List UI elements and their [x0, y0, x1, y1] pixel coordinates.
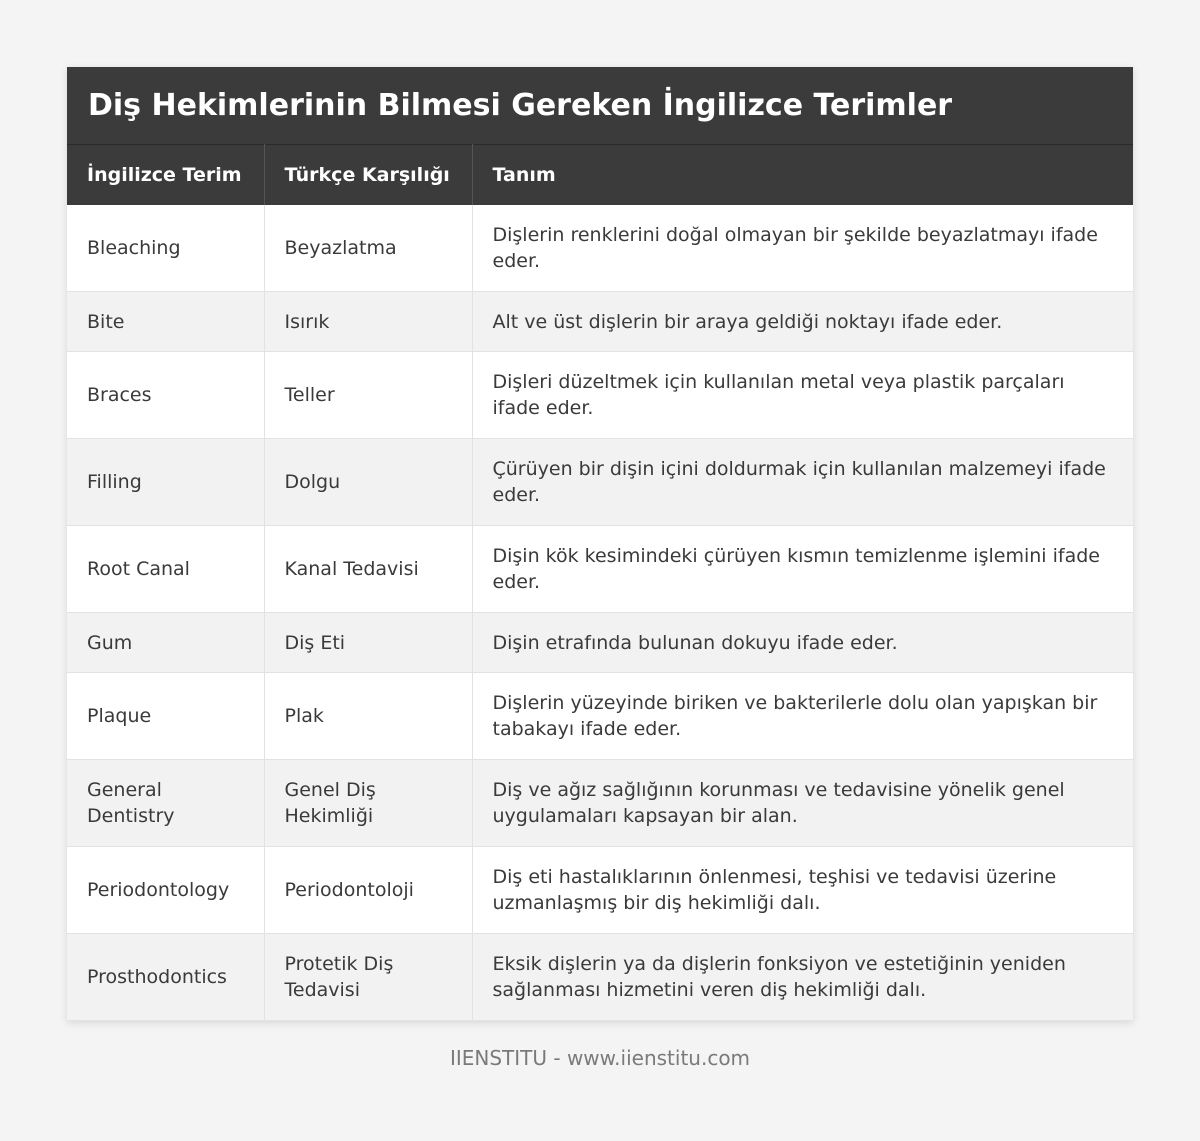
- table-row: [67, 673, 1133, 760]
- table-row: [67, 613, 1133, 673]
- table-row: [67, 205, 1133, 292]
- table-row: [67, 526, 1133, 613]
- definition-cell: Alt ve üst dişlerin bir araya geldiği noktayı ifade eder.: [472, 292, 1133, 352]
- turkish-term-cell: Isırık: [264, 292, 472, 352]
- table-body: [67, 205, 1133, 1021]
- definition-cell: Dişin etrafında bulunan dokuyu ifade eder.: [472, 613, 1133, 673]
- turkish-term-cell: Plak: [264, 673, 472, 760]
- turkish-term-cell: Protetik Diş Tedavisi: [264, 934, 472, 1021]
- terms-table: [67, 144, 1133, 1021]
- english-term-cell: Braces: [67, 352, 264, 439]
- definition-cell: Dişleri düzeltmek için kullanılan metal veya plastik parçaları ifade eder.: [472, 352, 1133, 439]
- english-term-cell: Bleaching: [67, 205, 264, 292]
- definition-cell: Dişlerin renklerini doğal olmayan bir şekilde beyazlatmayı ifade eder.: [472, 205, 1133, 292]
- turkish-term-cell: Diş Eti: [264, 613, 472, 673]
- column-header-definition: Tanım: [472, 145, 1133, 205]
- english-term-cell: Gum: [67, 613, 264, 673]
- table-row: [67, 934, 1133, 1021]
- table-row: [67, 760, 1133, 847]
- english-term-cell: Bite: [67, 292, 264, 352]
- english-term-cell: Periodontology: [67, 847, 264, 934]
- turkish-term-cell: Genel Diş Hekimliği: [264, 760, 472, 847]
- table-header: [67, 145, 1133, 205]
- english-term-cell: General Dentistry: [67, 760, 264, 847]
- table-row: [67, 292, 1133, 352]
- definition-cell: Dişlerin yüzeyinde biriken ve bakterilerle dolu olan yapışkan bir tabakayı ifade eder.: [472, 673, 1133, 760]
- terms-card: [67, 67, 1133, 1021]
- column-header-english-term: İngilizce Terim: [67, 145, 264, 205]
- definition-cell: Çürüyen bir dişin içini doldurmak için kullanılan malzemeyi ifade eder.: [472, 439, 1133, 526]
- table-row: [67, 352, 1133, 439]
- definition-cell: Diş ve ağız sağlığının korunması ve tedavisine yönelik genel uygulamaları kapsayan bir alan.: [472, 760, 1133, 847]
- table-row: [67, 439, 1133, 526]
- english-term-cell: Plaque: [67, 673, 264, 760]
- footer-credit: IIENSTITU - www.iienstitu.com: [449, 1046, 751, 1070]
- table-title: Diş Hekimlerinin Bilmesi Gereken İngilizce Terimler: [67, 67, 1133, 144]
- turkish-term-cell: Beyazlatma: [264, 205, 472, 292]
- turkish-term-cell: Kanal Tedavisi: [264, 526, 472, 613]
- english-term-cell: Root Canal: [67, 526, 264, 613]
- definition-cell: Diş eti hastalıklarının önlenmesi, teşhisi ve tedavisi üzerine uzmanlaşmış bir diş hekimliği dalı.: [472, 847, 1133, 934]
- english-term-cell: Prosthodontics: [67, 934, 264, 1021]
- turkish-term-cell: Dolgu: [264, 439, 472, 526]
- turkish-term-cell: Periodontoloji: [264, 847, 472, 934]
- table-row: [67, 847, 1133, 934]
- column-header-turkish-equivalent: Türkçe Karşılığı: [264, 145, 472, 205]
- turkish-term-cell: Teller: [264, 352, 472, 439]
- definition-cell: Dişin kök kesimindeki çürüyen kısmın temizlenme işlemini ifade eder.: [472, 526, 1133, 613]
- definition-cell: Eksik dişlerin ya da dişlerin fonksiyon ve estetiğinin yeniden sağlanması hizmetini veren diş hekimliği dalı.: [472, 934, 1133, 1021]
- english-term-cell: Filling: [67, 439, 264, 526]
- header-row: [67, 145, 1133, 205]
